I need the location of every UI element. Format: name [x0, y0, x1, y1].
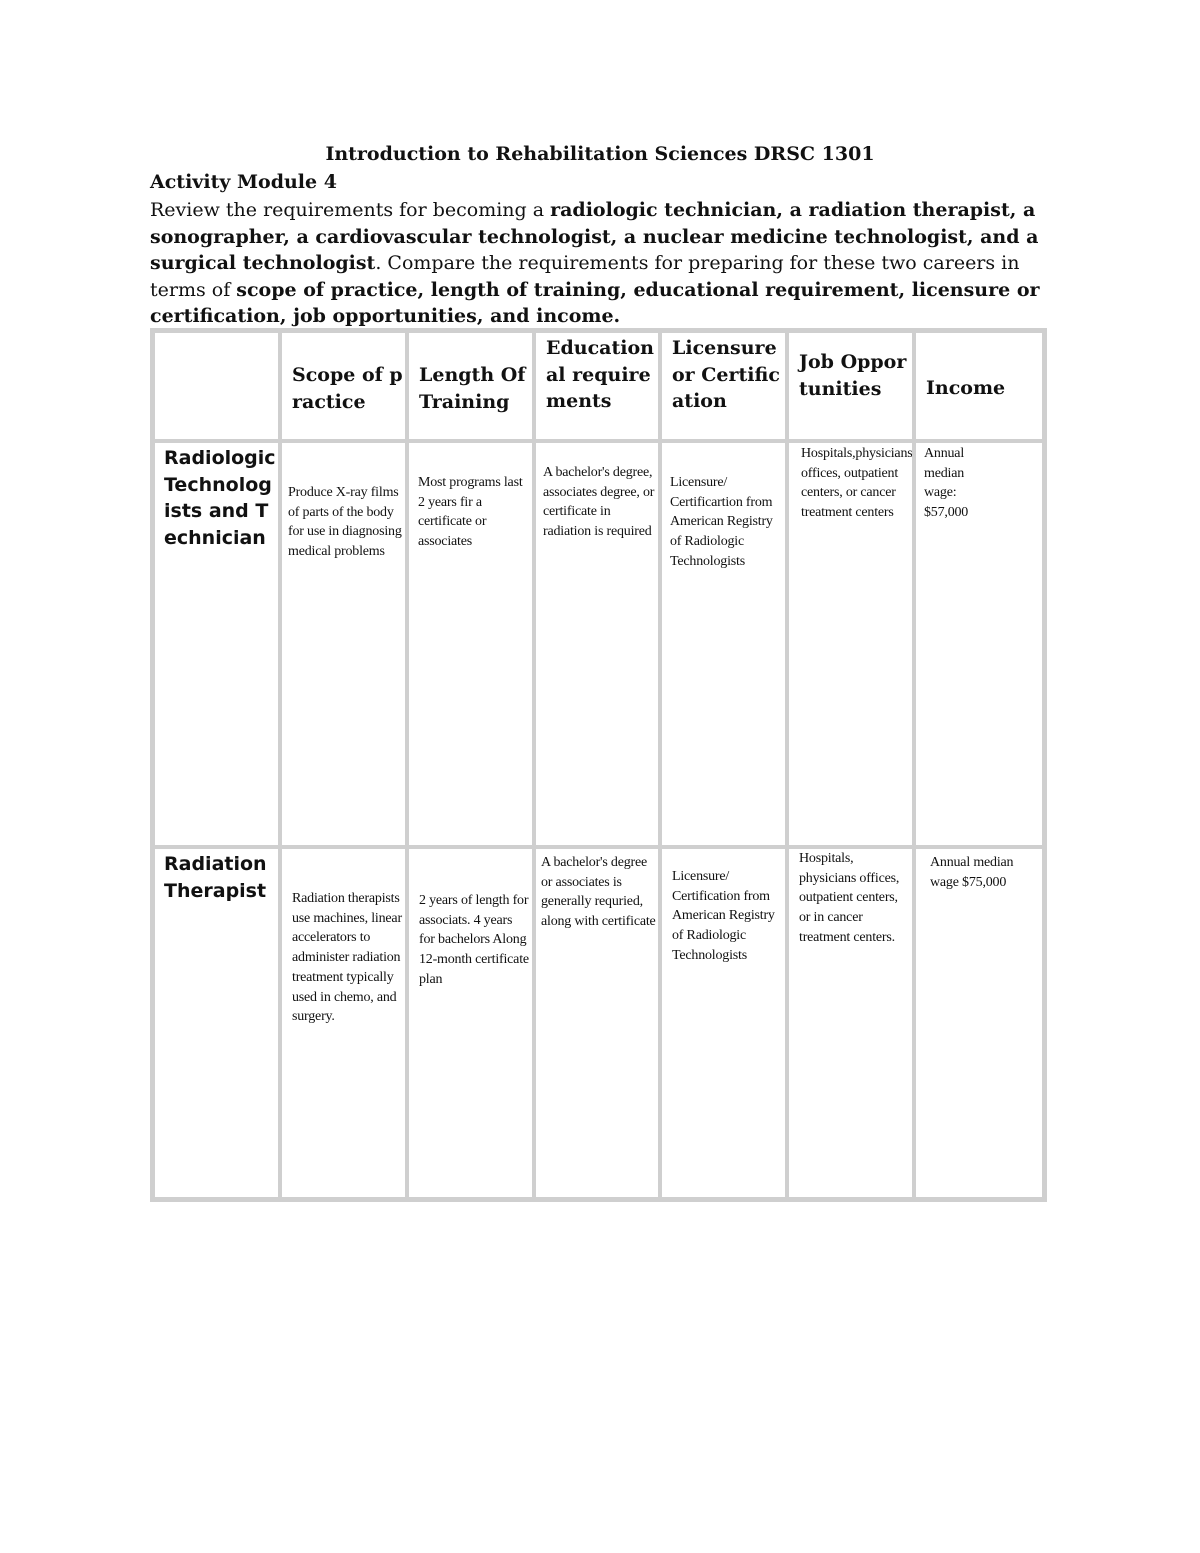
header-label: Licensure or Certification [672, 337, 780, 412]
table-cell [280, 441, 407, 847]
table-cell [787, 441, 914, 847]
header-cell-licensure [660, 331, 787, 441]
table-cell [280, 847, 407, 1199]
header-label: Length Of Training [419, 364, 526, 413]
comparison-table [150, 328, 1047, 1202]
table-cell [660, 441, 787, 847]
header-label: Job Opportunities [799, 351, 907, 400]
scope-text: Produce X-ray films of parts of the body for use in diagnosing medical problems [288, 485, 402, 560]
header-cell-length [407, 331, 534, 441]
header-cell-empty [153, 331, 280, 441]
table-cell [407, 847, 534, 1199]
jobs-text: Hospitals, physicians offices, outpatient centers, or in cancer treatment centers. [799, 851, 900, 945]
income-text: Annual median wage $75,000 [930, 855, 1014, 890]
table-cell [534, 441, 660, 847]
career-name: Radiation Therapist [164, 853, 267, 902]
header-cell-jobs [787, 331, 914, 441]
table-cell [660, 847, 787, 1199]
scope-text: Radiation therapists use machines, linear accelerators to administer radiation treatment typically used in chemo, and surgery. [292, 891, 402, 1025]
table-cell [407, 441, 534, 847]
intro-paragraph [150, 197, 1045, 330]
header-label: Educational requirements [546, 337, 654, 412]
table-row [153, 847, 1044, 1199]
header-cell-income [914, 331, 1044, 441]
header-cell-scope [280, 331, 407, 441]
intro-careers: radiologic technician, a radiation therapist, a sonographer, a cardiovascular technologist, a nuclear medicine technologist, and a surgical technologist [150, 199, 1039, 275]
header-cell-education [534, 331, 660, 441]
career-name: Radiologic Technologists and Technician [164, 447, 276, 549]
income-text: Annual median wage: $57,000 [924, 446, 969, 521]
length-text: 2 years of length for associats. 4 years for bachelors Along 12-month certificate plan [419, 893, 529, 987]
table-cell [534, 847, 660, 1199]
table-cell [787, 847, 914, 1199]
education-text: A bachelor's degree, associates degree, or certificate in radiation is required [543, 465, 655, 540]
jobs-text: Hospitals,physicians offices, outpatient centers, or cancer treatment centers [801, 446, 913, 521]
intro-text: . Compare the requirements for preparing for these two careers in terms of [150, 252, 1020, 301]
intro-text: Review the requirements for becoming a [150, 199, 551, 221]
intro-criteria: scope of practice, length of training, educational requirement, licensure or certification, job opportunities, and income. [150, 278, 1040, 328]
header-label: Income [926, 377, 1006, 399]
table-cell [914, 441, 1044, 847]
licensure-text: Licensure/ Certification from American Registry of Radiologic Technologists [672, 869, 775, 963]
table-cell [914, 847, 1044, 1199]
licensure-text: Licensure/ Certificartion from American Registry of Radiologic Technologists [670, 475, 773, 569]
module-heading: Activity Module 4 [150, 171, 337, 193]
header-label: Scope of practice [292, 364, 403, 413]
row-header-cell [153, 441, 280, 847]
row-header-cell [153, 847, 280, 1199]
education-text: A bachelor's degree or associates is generally requried, along with certificate [541, 855, 656, 930]
length-text: Most programs last 2 years fir a certificate or associates [418, 475, 523, 550]
document-title: Introduction to Rehabilitation Sciences DRSC 1301 [325, 143, 875, 165]
table-row [153, 441, 1044, 847]
table-header-row [153, 331, 1044, 441]
